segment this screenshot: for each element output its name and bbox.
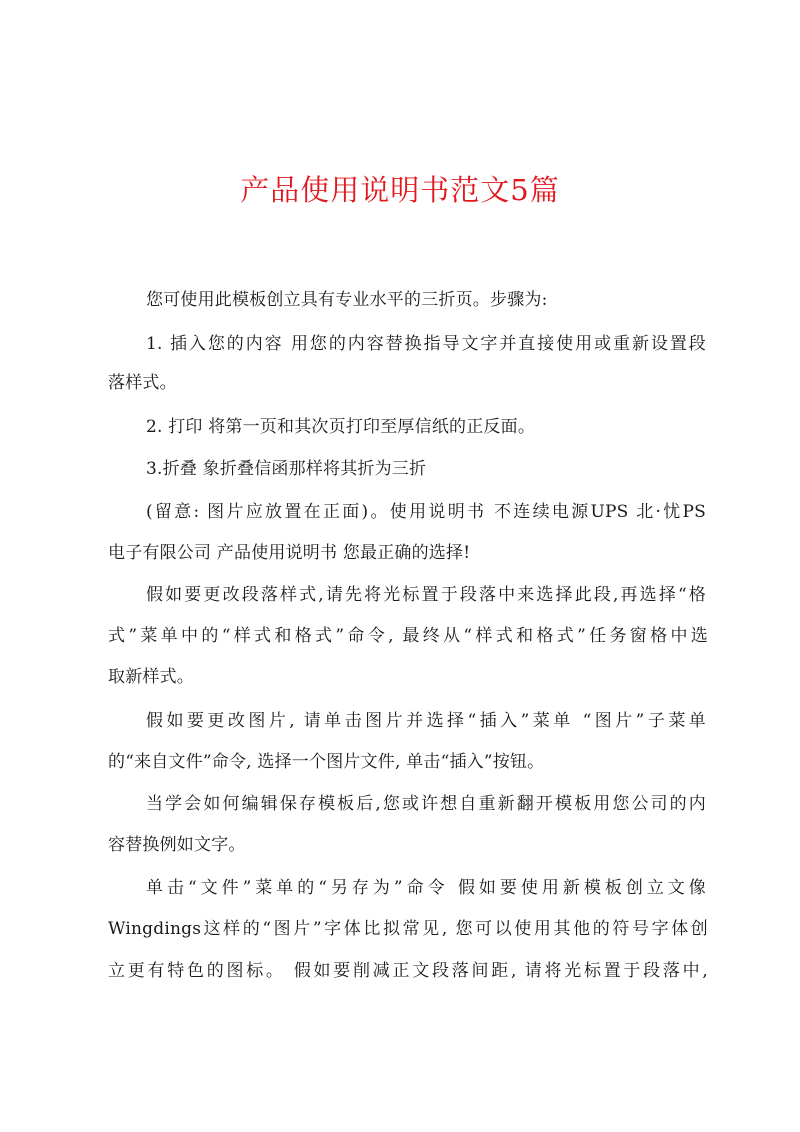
paragraph-line: 您可使用此模板创立具有专业水平的三折页。步骤为: xyxy=(146,290,548,310)
document-title: 产品使用说明书范文5篇 xyxy=(240,173,560,207)
paragraph-line: 的“来自文件”命令, 选择一个图片文件, 单击“插入”按钮。 xyxy=(108,752,545,772)
paragraph-line: 3.折叠 象折叠信函那样将其折为三折 xyxy=(146,459,427,479)
paragraph-line: 立更有特色的图标。 假如要削减正文段落间距, 请将光标置于段落中, xyxy=(108,961,708,981)
paragraph-line: 电子有限公司 产品使用说明书 您最正确的选择! xyxy=(108,543,471,563)
paragraph-line: 落样式。 xyxy=(108,373,177,393)
paragraph-line: 取新样式。 xyxy=(108,667,194,687)
paragraph-line: 假如要更改图片, 请单击图片并选择“插入”菜单 “图片”子菜单 xyxy=(146,711,706,731)
paragraph-line: (留意: 图片应放置在正面)。使用说明书 不连续电源UPS 北·忧PS xyxy=(146,502,706,522)
paragraph-line: 2. 打印 将第一页和其次页打印至厚信纸的正反面。 xyxy=(146,417,536,437)
paragraph-line: 容替换例如文字。 xyxy=(108,835,246,855)
paragraph-line: 单击“文件”菜单的“另存为”命令 假如要使用新模板创立文像 xyxy=(146,878,706,898)
paragraph-line: 假如要更改段落样式,请先将光标置于段落中来选择此段,再选择“格 xyxy=(146,585,706,605)
paragraph-line: 1. 插入您的内容 用您的内容替换指导文字并直接使用或重新设置段 xyxy=(146,334,706,354)
paragraph-line: 式”菜单中的“样式和格式”命令, 最终从“样式和格式”任务窗格中选 xyxy=(108,626,708,646)
paragraph-line: 当学会如何编辑保存模板后,您或许想自重新翻开模板用您公司的内 xyxy=(146,794,706,814)
paragraph-line: Wingdings这样的“图片”字体比拟常见, 您可以使用其他的符号字体创 xyxy=(108,919,708,939)
